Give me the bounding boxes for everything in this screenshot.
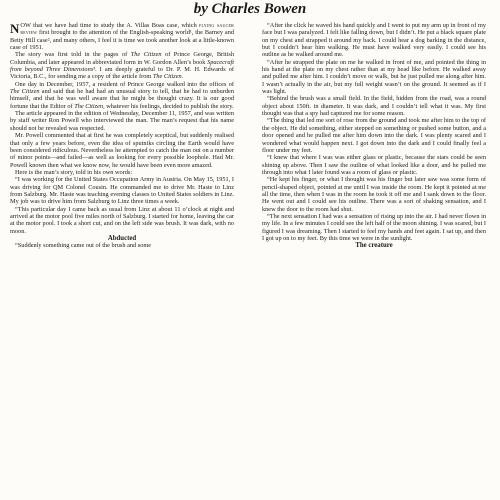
paragraph: “I knew that where I was was either glass or plastic, because the stars could be seen shining up above. Then I saw the outline of what looked like a door, and he pulled me through into what I later found was a room of glass or plastic. (262, 154, 486, 176)
paragraph: “The thing that led me sort of rose from the ground and took me after him to the top of the object. He did something, either stepped on something or pushed some button, and a door opened and he pulled me after him down into the dark. I was plenty scared and I wondered what would happen next. I got down into the dark and I could finally feel a floor under my feet. (262, 117, 486, 154)
magazine-name: flying saucer review (20, 22, 234, 37)
paragraph: The article appeared in the edition of Wednesday, December 11, 1957, and was written by staff writer Ron Powell who interviewed the man. The man’s request that his name should not be revealed was respected. (10, 110, 234, 132)
left-column (10, 22, 234, 250)
right-column (262, 22, 486, 250)
paragraph: “He kept his finger, or what I thought was his finger but later saw was some form of pencil-shaped object, pointed at me until I was inside the room. He kept it pointed at me all the time, then when I was in the room he took it off me and I sank down to the floor. He went out and I could see his outline. There was a sort of shaking sensation, and I knew the door to the room had shut. (262, 176, 486, 213)
paragraph: “Behind the brush was a small field. In the field, hidden from the road, was a round object about 150ft. in diameter. It was dark, and I couldn’t tell what it was. My first thought was that a spy had captured me for some reason. (262, 95, 486, 118)
paragraph: “This particular day I came back as usual from Linz at about 11 o’clock at night and arrived at the motor pool five miles north of Salzburg. I started for home, leaving the car at the motor pool. I took a short cut, and on the left side was brush. It was dark, with no moon. (10, 205, 234, 235)
paragraph: “After the click he waved his hand quickly and I went to put my arm up in front of my face but I was paralyzed. I felt like falling down, but I didn’t. He put a black square plate on my chest and strapped it around my back. I could hear a dog barking in the distance, but I couldn’t hear him walking. He must have walked very easily. I could see his outline as he walked around me. (262, 22, 486, 59)
section-heading: Abducted (107, 234, 137, 242)
drop-cap: N (10, 21, 20, 36)
paragraph: “I was working for the United States Occupation Army in Austria. On May 15, 1951, I was driving for QM Colonel Cousin. He commanded me to drive Mr. Haste to Linz from Salzburg. Mr. Haste was teaching evening classes to United States soldiers in Linz. My job was to drive him from Salzburg to Linz three times a week. (10, 176, 234, 206)
paragraph: The story was first told in the pages of The Citizen of Prince George, British Columbia, and later appeared in abbreviated form in W. Gordon Allen’s book Spacecraft from beyond Three Dimensions³. I am deeply grateful to Dr. P. M. H. Edwards of Victoria, B.C., for sending me a copy of the article from The Citizen. (10, 51, 234, 81)
paragraph: One day in December, 1957, a resident of Prince George walked into the offices of The Citizen and said that he had had an unusual story to tell, that he had to unburden himself, and that he was well aware that he might be thought crazy. It is our good fortune that the Editor of The Citizen, whatever his feelings, decided to publish the story. (10, 80, 234, 110)
intro-paragraph: NOW that we have had time to study the A. Villas Boas case, which flying saucer review first brought to the attention of the English-speaking world¹, the Barney and Betty Hill case², and many others, I feel it is time we took another look at a little-known case of 1951. (10, 21, 234, 52)
paragraph: “After he strapped the plate on me he walked in front of me, and pointed the thing in his hand at the plate on my chest rather than at my head like before. He walked away and pulled me after him. I couldn’t move or walk, but he just pulled me along after him. I wasn’t actually in the air, but my full weight wasn’t on the ground. It seemed as if I was light. (262, 58, 486, 96)
section-heading: The creature (355, 242, 393, 250)
byline: by Charles Bowen (193, 1, 307, 17)
paragraph: Mr. Powell commented that at first he was completely sceptical, but suddenly realised that only a few years before, even the idea of sputniks circling the Earth would have been considered ridiculous. Nevertheless he attempted to catch the man out on a number of minor points—and failed—as well as looking for every possible loophole. Had Mr. Powell known then what we know now, he would have been even more amazed. (10, 132, 234, 169)
paragraph: “The next sensation I had was a sensation of rising up into the air. I had never flown in my life. In a few minutes I could see the left half of the moon shining. I was scared, but I figured I was dreaming. Then I started to feel my hands and feet again. I sat up, and then I got up on to my feet. By this time we were in the sunlight. (262, 212, 487, 242)
paragraph: “Suddenly something came out of the brush and some (15, 242, 152, 250)
paragraph: Here is the man’s story, told in his own words: (15, 168, 133, 176)
